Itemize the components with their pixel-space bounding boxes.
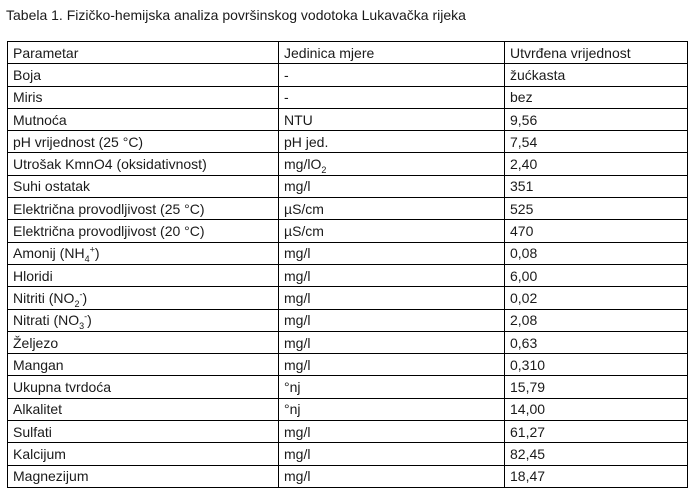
cell-parameter <box>8 421 279 443</box>
unit-text: - <box>284 89 289 106</box>
table-row <box>8 242 688 264</box>
cell-value: 0,63 <box>505 331 688 353</box>
unit-text: mg/l <box>284 312 311 329</box>
parameter-superscript: - <box>84 311 88 322</box>
cell-value: 6,00 <box>505 264 688 286</box>
cell-unit <box>279 131 505 153</box>
unit-text: °nj <box>284 401 301 418</box>
table-row <box>8 220 688 242</box>
parameter-text: pH vrijednost (25 °C) <box>13 133 144 150</box>
unit-text: mg/l <box>284 334 311 351</box>
cell-value: 525 <box>505 198 688 220</box>
cell-unit <box>279 443 505 465</box>
parameter-text: Električna provodljivost (20 °C) <box>13 223 205 240</box>
cell-value: 351 <box>505 175 688 197</box>
cell-value: 82,45 <box>505 443 688 465</box>
parameter-text: Hloridi <box>13 267 53 284</box>
cell-value: 15,79 <box>505 376 688 398</box>
cell-unit <box>279 465 505 487</box>
analysis-table <box>7 41 688 488</box>
parameter-text: Magnezijum <box>13 468 89 485</box>
parameter-superscript: + <box>89 244 95 255</box>
cell-parameter <box>8 198 279 220</box>
cell-parameter <box>8 153 279 175</box>
parameter-text: Utrošak KmnO4 (oksidativnost) <box>13 156 207 173</box>
parameter-suffix: ) <box>94 245 100 262</box>
unit-text: °nj <box>284 379 301 396</box>
parameter-text: Sulfati <box>13 423 52 440</box>
unit-text: mg/l <box>284 445 311 462</box>
cell-value: 0,310 <box>505 354 688 376</box>
parameter-text: Ukupna tvrdoća <box>13 379 112 396</box>
cell-unit <box>279 108 505 130</box>
cell-unit <box>279 242 505 264</box>
cell-unit <box>279 153 505 175</box>
unit-text: pH jed. <box>284 133 329 150</box>
unit-subscript: 2 <box>321 164 327 175</box>
cell-parameter <box>8 287 279 309</box>
unit-text: mg/lO <box>284 156 322 173</box>
parameter-text: Nitrati (NO <box>13 312 80 329</box>
unit-text: mg/l <box>284 245 311 262</box>
cell-unit <box>279 376 505 398</box>
parameter-text: Željezo <box>13 334 59 351</box>
cell-unit <box>279 220 505 242</box>
cell-parameter <box>8 309 279 331</box>
cell-parameter <box>8 398 279 420</box>
parameter-superscript: - <box>79 289 83 300</box>
cell-unit <box>279 287 505 309</box>
parameter-text: Električna provodljivost (25 °C) <box>13 200 205 217</box>
cell-parameter <box>8 131 279 153</box>
cell-parameter <box>8 220 279 242</box>
cell-parameter <box>8 108 279 130</box>
parameter-text: Suhi ostatak <box>13 178 91 195</box>
table-row <box>8 465 688 487</box>
table-row <box>8 131 688 153</box>
table-row <box>8 287 688 309</box>
table-row <box>8 398 688 420</box>
table-row <box>8 264 688 286</box>
parameter-text: Miris <box>13 89 43 106</box>
cell-value: 14,00 <box>505 398 688 420</box>
unit-text: - <box>284 66 289 83</box>
cell-unit <box>279 264 505 286</box>
cell-value: 18,47 <box>505 465 688 487</box>
cell-unit <box>279 331 505 353</box>
cell-value: žućkasta <box>505 64 688 86</box>
header-value: Utvrđena vrijednost <box>505 42 688 64</box>
parameter-subscript: 3 <box>79 321 85 331</box>
cell-parameter <box>8 331 279 353</box>
table-row <box>8 64 688 86</box>
cell-unit <box>279 86 505 108</box>
unit-text: mg/l <box>284 356 311 373</box>
cell-unit <box>279 64 505 86</box>
parameter-text: Mangan <box>13 356 64 373</box>
table-row <box>8 108 688 130</box>
cell-parameter <box>8 443 279 465</box>
table-row <box>8 331 688 353</box>
table-row <box>8 309 688 331</box>
table-row <box>8 421 688 443</box>
cell-value: bez <box>505 86 688 108</box>
unit-text: NTU <box>284 111 313 128</box>
parameter-subscript: 4 <box>84 254 90 265</box>
parameter-text: Nitriti (NO <box>13 289 75 306</box>
cell-unit <box>279 175 505 197</box>
cell-parameter <box>8 64 279 86</box>
unit-text: mg/l <box>284 468 311 485</box>
cell-value: 2,08 <box>505 309 688 331</box>
table-row <box>8 175 688 197</box>
parameter-subscript: 2 <box>74 298 80 309</box>
cell-unit <box>279 398 505 420</box>
table-caption: Tabela 1. Fizičko-hemijska analiza površinskog vodotoka Lukavačka rijeka <box>6 7 466 23</box>
unit-text: µS/cm <box>284 223 324 240</box>
table-row <box>8 198 688 220</box>
cell-parameter <box>8 242 279 264</box>
parameter-text: Kalcijum <box>13 445 66 462</box>
cell-unit <box>279 309 505 331</box>
cell-value: 0,08 <box>505 242 688 264</box>
table-row <box>8 354 688 376</box>
parameter-text: Boja <box>13 66 42 83</box>
table-row <box>8 443 688 465</box>
unit-text: mg/l <box>284 267 311 284</box>
table-row <box>8 376 688 398</box>
parameter-text: Alkalitet <box>13 401 63 418</box>
cell-parameter <box>8 175 279 197</box>
table-header-row <box>8 42 688 64</box>
header-parameter: Parametar <box>8 42 279 64</box>
unit-text: mg/l <box>284 178 311 195</box>
table-row <box>8 153 688 175</box>
cell-value: 2,40 <box>505 153 688 175</box>
unit-text: mg/l <box>284 423 311 440</box>
cell-value: 470 <box>505 220 688 242</box>
parameter-text: Mutnoća <box>13 111 67 128</box>
cell-parameter <box>8 465 279 487</box>
cell-value: 9,56 <box>505 108 688 130</box>
cell-value: 61,27 <box>505 421 688 443</box>
header-unit: Jedinica mjere <box>279 42 505 64</box>
unit-text: mg/l <box>284 289 311 306</box>
parameter-text: Amonij (NH <box>13 245 85 262</box>
cell-parameter <box>8 86 279 108</box>
cell-parameter <box>8 264 279 286</box>
cell-value: 7,54 <box>505 131 688 153</box>
cell-unit <box>279 421 505 443</box>
table-row <box>8 86 688 108</box>
cell-parameter <box>8 376 279 398</box>
cell-value: 0,02 <box>505 287 688 309</box>
unit-text: µS/cm <box>284 200 324 217</box>
cell-parameter <box>8 354 279 376</box>
parameter-suffix: ) <box>82 289 88 306</box>
cell-unit <box>279 198 505 220</box>
parameter-suffix: ) <box>87 312 92 329</box>
cell-unit <box>279 354 505 376</box>
